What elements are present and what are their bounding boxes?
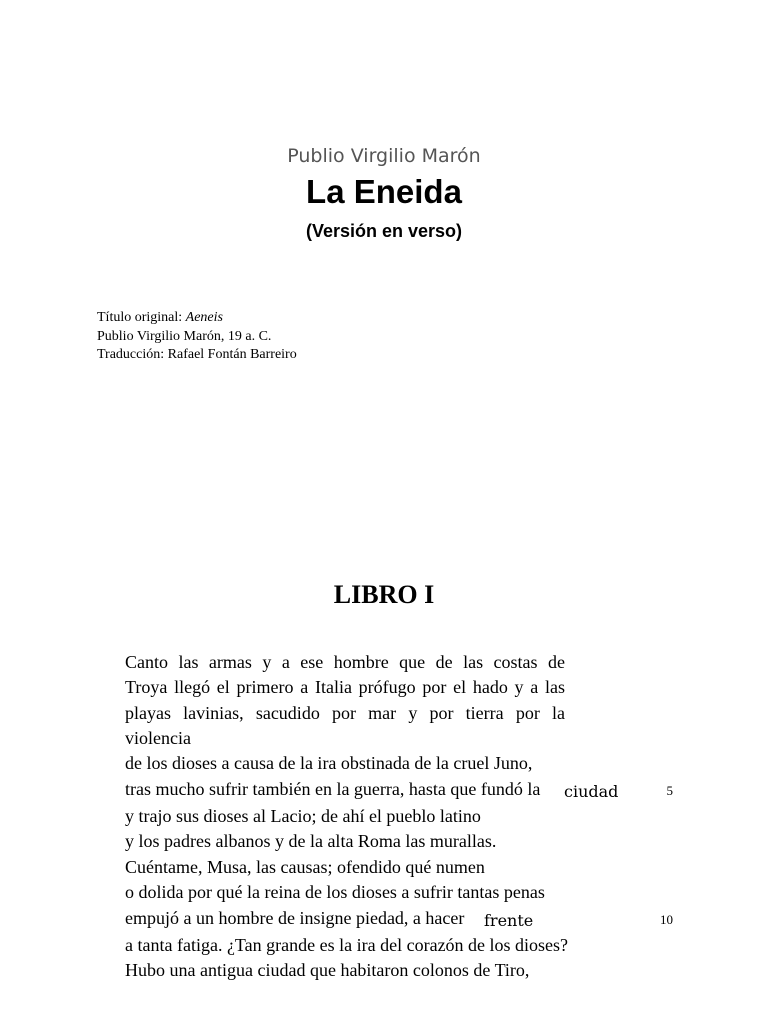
verse-line: Hubo una antigua ciudad que habitaron colonos de Tiro, — [125, 960, 530, 980]
verse-line: de los dioses a causa de la ira obstinada de la cruel Juno, — [125, 753, 533, 773]
book-heading: LIBRO I — [333, 580, 435, 609]
original-title-line — [97, 309, 297, 328]
verse-line: tras mucho sufrir también en la guerra, hasta que fundó la — [125, 779, 541, 799]
verse-line: violencia — [125, 728, 191, 748]
book-subtitle: (Versión en verso) — [305, 221, 463, 241]
verse-line: y los padres albanos y de la alta Roma las murallas. — [125, 831, 497, 851]
verse-line: o dolida por qué la reina de los dioses a sufrir tantas penas — [125, 882, 545, 902]
translation-line: Traducción: Rafael Fontán Barreiro — [97, 347, 297, 362]
verse-line: y trajo sus dioses al Lacio; de ahí el pueblo latino — [125, 806, 481, 826]
author-date-line: Publio Virgilio Marón, 19 a. C. — [97, 328, 272, 344]
verse-line: Canto las armas y a ese hombre que de las costas de — [125, 652, 565, 672]
book-title: La Eneida — [306, 173, 462, 210]
verse-overflow-word: frente — [484, 911, 534, 930]
verse-line: a tanta fatiga. ¿Tan grande es la ira del corazón de los dioses? — [125, 935, 569, 955]
original-title-label: Título original: — [97, 310, 186, 325]
verse-line: empujó a un hombre de insigne piedad, a hacer — [125, 908, 465, 928]
line-number: 10 — [660, 912, 673, 927]
verse-line: playas lavinias, sacudido por mar y por tierra por la — [125, 703, 565, 723]
author-name: Publio Virgilio Marón — [287, 145, 481, 167]
line-number: 5 — [666, 783, 673, 798]
verse-line: Troya llegó el primero a Italia prófugo por el hado y a las — [125, 677, 565, 697]
verse-line: Cuéntame, Musa, las causas; ofendido qué numen — [125, 857, 485, 877]
credits-block — [97, 309, 297, 365]
original-title: Aeneis — [185, 310, 223, 325]
verse-overflow-word: ciudad — [564, 782, 619, 801]
